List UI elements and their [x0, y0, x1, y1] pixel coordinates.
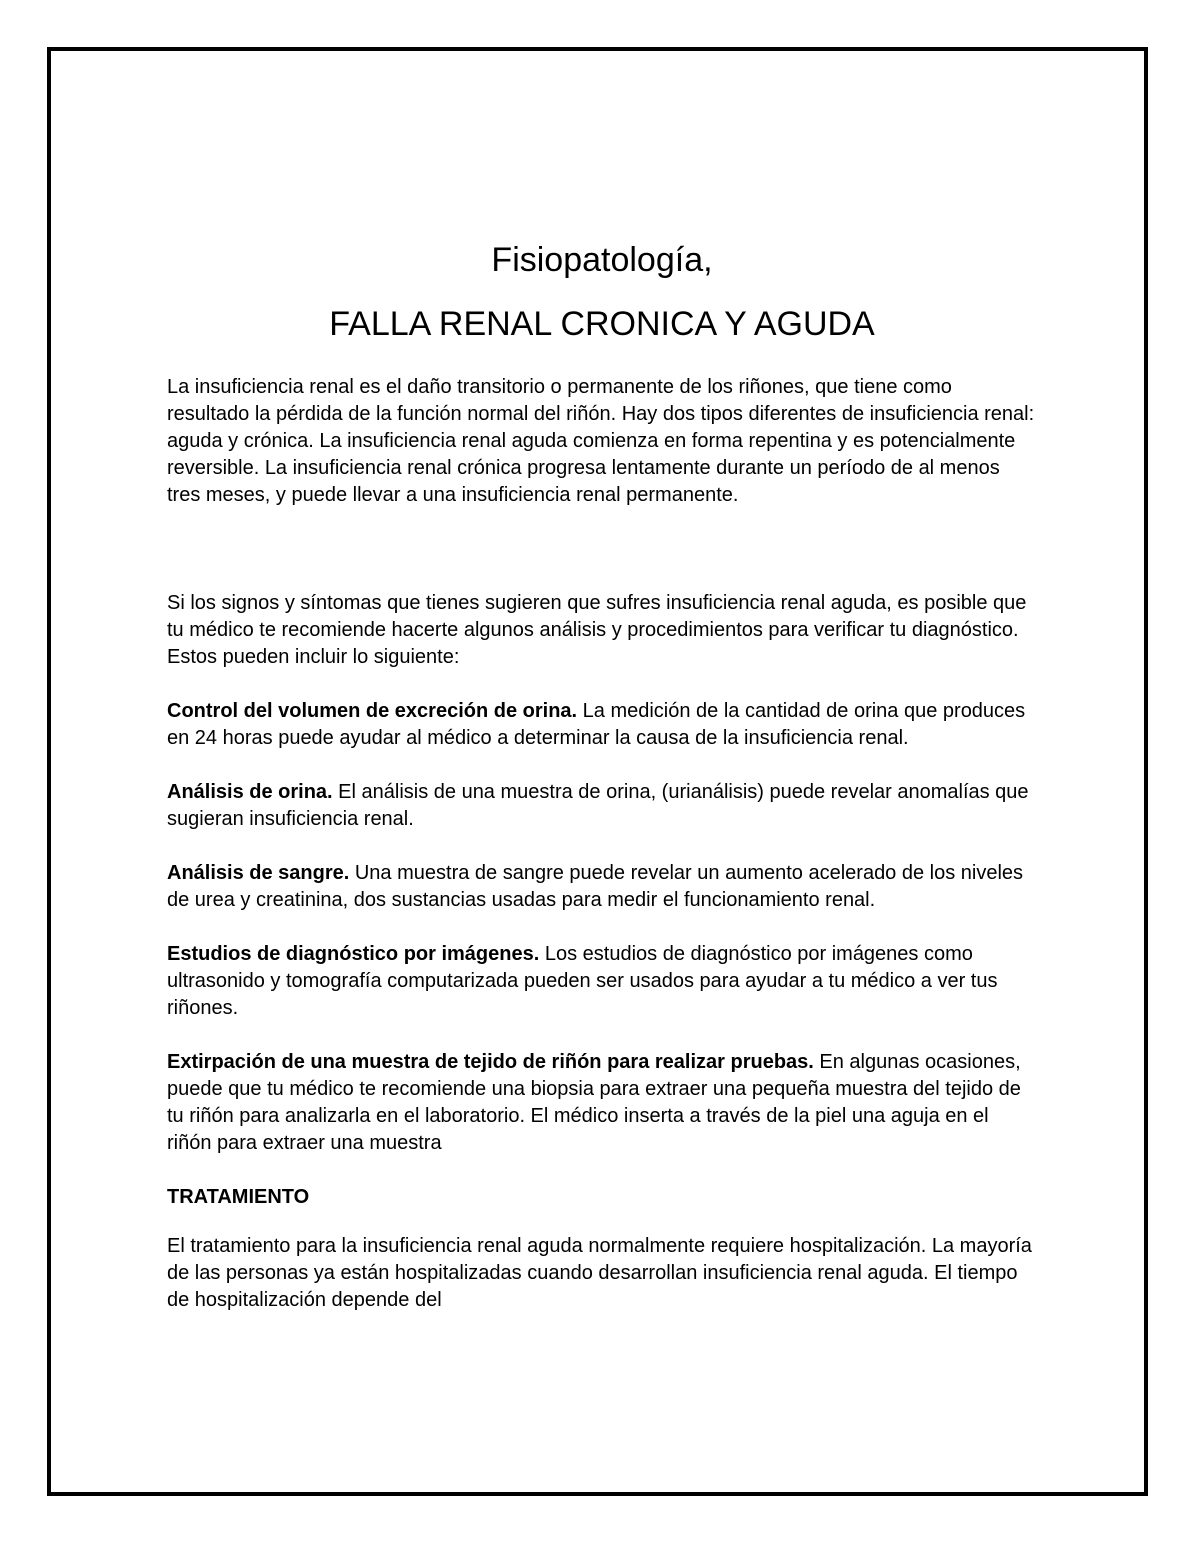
test-description: La medición de la cantidad de orina que produces en 24 horas puede ayudar al médico a determinar la causa de la insuficiencia renal.	[167, 700, 1026, 749]
test-item-urinalysis	[167, 779, 1037, 833]
document-body	[167, 240, 1037, 1314]
test-item-urine-volume	[167, 698, 1037, 752]
test-term: Estudios de diagnóstico por imágenes.	[167, 943, 540, 965]
test-term: Análisis de sangre.	[167, 862, 350, 884]
document-title: Fisiopatología,	[491, 241, 713, 279]
test-item-imaging	[167, 941, 1037, 1022]
test-description: El análisis de una muestra de orina, (urianálisis) puede revelar anomalías que sugieran insuficiencia renal.	[167, 781, 1029, 830]
test-description: En algunas ocasiones, puede que tu médico te recomiende una biopsia para extraer una pequeña muestra del tejido de tu riñón para analizarla en el laboratorio. El médico inserta a través de la piel una aguja en el riñón para extraer una muestra	[167, 1051, 1021, 1154]
test-term: Extirpación de una muestra de tejido de riñón para realizar pruebas.	[167, 1051, 814, 1073]
test-item-biopsy	[167, 1049, 1037, 1157]
test-description: Los estudios de diagnóstico por imágenes como ultrasonido y tomografía computarizada pueden ser usados para ayudar a tu médico a ver tus riñones.	[167, 943, 998, 1019]
treatment-paragraph: El tratamiento para la insuficiencia renal aguda normalmente requiere hospitalización. La mayoría de las personas ya están hospitalizadas cuando desarrollan insuficiencia renal aguda. El tiempo de hospitalización depende del	[167, 1235, 1032, 1311]
test-item-blood	[167, 860, 1037, 914]
test-description: Una muestra de sangre puede revelar un aumento acelerado de los niveles de urea y creatinina, dos sustancias usadas para medir el funcionamiento renal.	[167, 862, 1024, 911]
test-term: Control del volumen de excreción de orina.	[167, 700, 578, 722]
intro-paragraph: La insuficiencia renal es el daño transitorio o permanente de los riñones, que tiene como resultado la pérdida de la función normal del riñón. Hay dos tipos diferentes de insuficiencia renal: aguda y crónica. La insuficiencia renal aguda comienza en forma repentina y es potencialmente reversible. La insuficiencia renal crónica progresa lentamente durante un período de al menos tres meses, y puede llevar a una insuficiencia renal permanente.	[167, 376, 1035, 506]
tests-intro-paragraph: Si los signos y síntomas que tienes sugieren que sufres insuficiencia renal aguda, es posible que tu médico te recomiende hacerte algunos análisis y procedimientos para verificar tu diagnóstico. Estos pueden incluir lo siguiente:	[167, 592, 1027, 668]
treatment-heading: TRATAMIENTO	[167, 1186, 310, 1208]
document-subtitle: FALLA RENAL CRONICA Y AGUDA	[329, 305, 875, 343]
test-term: Análisis de orina.	[167, 781, 333, 803]
